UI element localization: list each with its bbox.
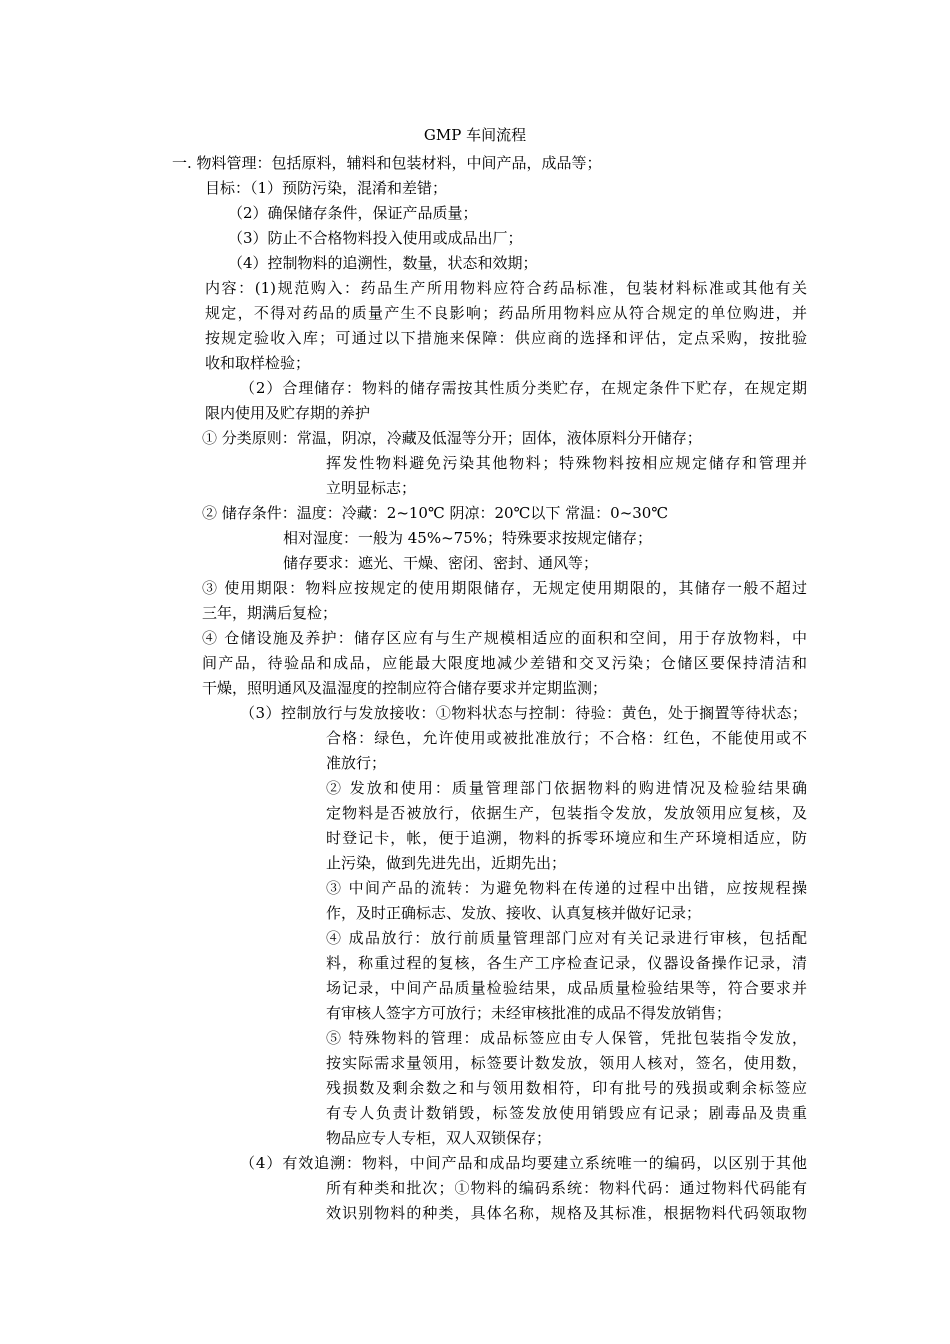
classification-line: 挥发性物料避免污染其他物料；特殊物料按相应规定储存和管理并 <box>326 454 807 472</box>
release-line: （3）控制放行与发放接收：①物料状态与控制：待验：黄色，处于搁置等待状态； <box>240 704 807 722</box>
special-materials-line: 残损数及剩余数之和与领用数相符，印有批号的残损或剩余标签应 <box>326 1079 807 1097</box>
content-line: 内容：(1)规范购入：药品生产所用物料应符合药品标准，包装材料标准或其他有关 <box>205 279 807 297</box>
classification-line: ① 分类原则：常温，阴凉，冷藏及低湿等分开；固体，液体原料分开储存； <box>202 429 702 447</box>
release-line: ③ 中间产品的流转：为避免物料在传递的过程中出错，应按规程操 <box>326 879 807 897</box>
warehouse-line: ④ 仓储设施及养护：储存区应有与生产规模相适应的面积和空间，用于存放物料，中 <box>202 629 807 647</box>
goals-line: （4）控制物料的追溯性，数量，状态和效期； <box>228 254 538 272</box>
storage-line: 相对湿度：一般为 45%~75%；特殊要求按规定储存； <box>283 529 653 547</box>
release-line: 有审核人签字方可放行；未经审核批准的成品不得发放销售； <box>326 1004 732 1022</box>
special-materials-line: 物品应专人专柜，双人双锁保存； <box>326 1129 552 1147</box>
goals-line: 目标：（1）预防污染，混淆和差错； <box>205 179 448 197</box>
release-line: 时登记卡，帐，便于追溯，物料的拆零环境应和生产环境相适应，防 <box>326 829 807 847</box>
release-line: 定物料是否被放行，依据生产，包装指令发放，发放领用应复核，及 <box>326 804 807 822</box>
content-line: 收和取样检验； <box>205 354 311 372</box>
traceability-line: 效识别物料的种类，具体名称，规格及其标准，根据物料代码领取物 <box>326 1204 807 1222</box>
release-line: ② 发放和使用：质量管理部门依据物料的购进情况及检验结果确 <box>326 779 807 797</box>
document-title: GMP 车间流程 <box>423 126 527 144</box>
usage-period-line: 三年，期满后复检； <box>202 604 338 622</box>
goals-line: （3）防止不合格物料投入使用或成品出厂； <box>228 229 523 247</box>
release-line: ④ 成品放行：放行前质量管理部门应对有关记录进行审核，包括配 <box>326 929 807 947</box>
release-line: 准放行； <box>326 754 387 772</box>
special-materials-line: 有专人负责计数销毁，标签发放使用销毁应有记录；剧毒品及贵重 <box>326 1104 807 1122</box>
release-line: 场记录，中间产品质量检验结果，成品质量检验结果等，符合要求并 <box>326 979 807 997</box>
section-heading: 一. 物料管理：包括原料，辅料和包装材料，中间产品，成品等； <box>172 154 602 172</box>
release-line: 作，及时正确标志、发放、接收、认真复核并做好记录； <box>326 904 702 922</box>
content-line: 限内使用及贮存期的养护 <box>205 404 371 422</box>
content-line: 规定，不得对药品的质量产生不良影响；药品所用物料应从符合规定的单位购进，并 <box>205 304 807 322</box>
warehouse-line: 干燥，照明通风及温湿度的控制应符合储存要求并定期监测； <box>202 679 608 697</box>
content-line: 按规定验收入库；可通过以下措施来保障：供应商的选择和评估，定点采购，按批验 <box>205 329 807 347</box>
goals-line: （2）确保储存条件，保证产品质量； <box>228 204 478 222</box>
usage-period-line: ③ 使用期限：物料应按规定的使用期限储存，无规定使用期限的，其储存一般不超过 <box>202 579 807 597</box>
storage-line: ② 储存条件：温度：冷藏：2~10℃ 阴凉：20℃以下 常温：0~30℃ <box>202 504 669 522</box>
special-materials-line: ⑤ 特殊物料的管理：成品标签应由专人保管，凭批包装指令发放， <box>326 1029 807 1047</box>
warehouse-line: 间产品，待验品和成品，应能最大限度地减少差错和交叉污染；仓储区要保持清洁和 <box>202 654 807 672</box>
release-line: 止污染，做到先进先出，近期先出； <box>326 854 567 872</box>
special-materials-line: 按实际需求量领用，标签要计数发放，领用人核对，签名，使用数， <box>326 1054 807 1072</box>
content-line: （2）合理储存：物料的储存需按其性质分类贮存，在规定条件下贮存，在规定期 <box>240 379 807 397</box>
release-line: 合格：绿色，允许使用或被批准放行；不合格：红色，不能使用或不 <box>326 729 807 747</box>
classification-line: 立明显标志； <box>326 479 417 497</box>
traceability-line: 所有种类和批次；①物料的编码系统：物料代码：通过物料代码能有 <box>326 1179 807 1197</box>
storage-line: 储存要求：遮光、干燥、密闭、密封、通风等； <box>283 554 599 572</box>
traceability-line: （4）有效追溯：物料，中间产品和成品均要建立系统唯一的编码，以区别于其他 <box>240 1154 807 1172</box>
release-line: 料，称重过程的复核，各生产工序检查记录，仪器设备操作记录，清 <box>326 954 807 972</box>
